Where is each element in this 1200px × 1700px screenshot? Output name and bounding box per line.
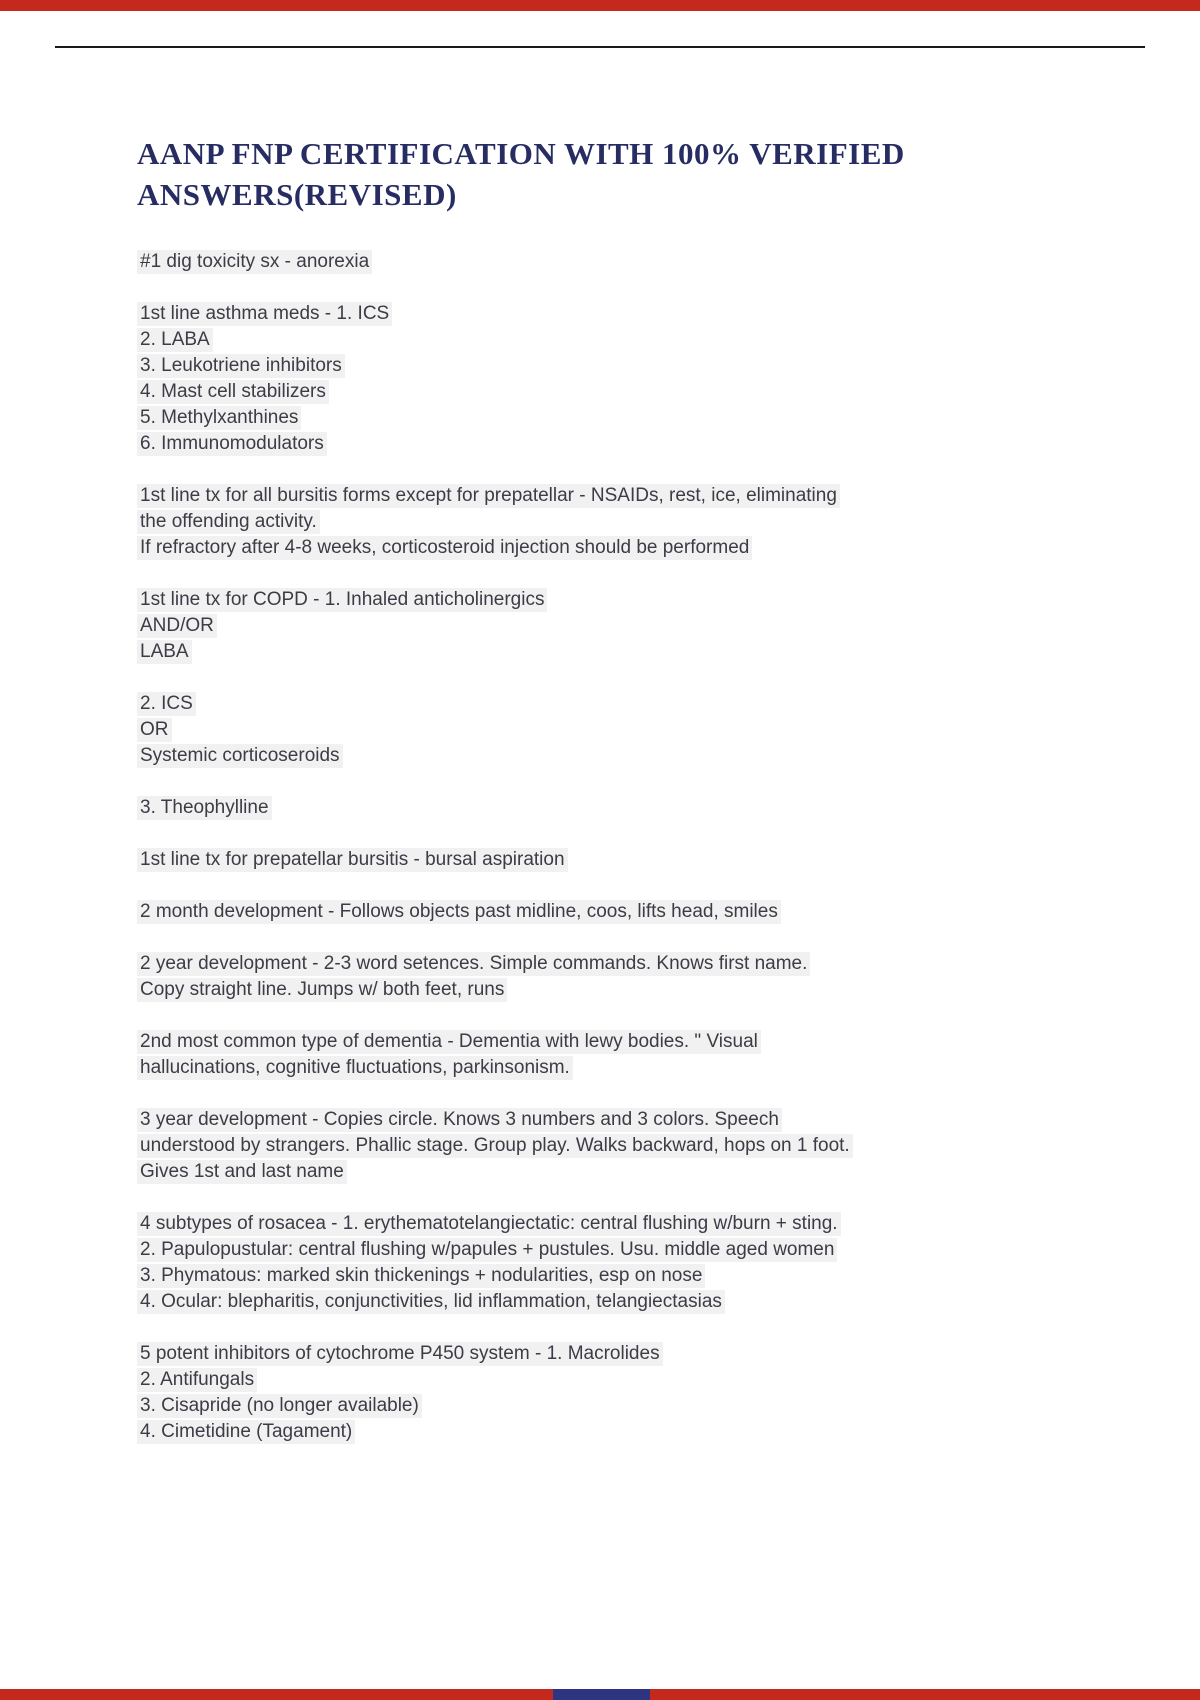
paragraph xyxy=(137,691,1062,769)
highlighted-text: 2. Antifungals xyxy=(137,1368,257,1392)
text-line xyxy=(137,327,1062,353)
highlighted-text: 1st line tx for COPD - 1. Inhaled anticholinergics xyxy=(137,588,547,612)
text-line xyxy=(137,353,1062,379)
highlighted-text: 5. Methylxanthines xyxy=(137,406,301,430)
highlighted-text: 3. Phymatous: marked skin thickenings + nodularities, esp on nose xyxy=(137,1264,705,1288)
text-line xyxy=(137,1107,1062,1133)
highlighted-text: 2. Papulopustular: central flushing w/papules + pustules. Usu. middle aged women xyxy=(137,1238,837,1262)
text-line xyxy=(137,535,1062,561)
text-line xyxy=(137,717,1062,743)
highlighted-text: 1st line asthma meds - 1. ICS xyxy=(137,302,392,326)
text-line xyxy=(137,639,1062,665)
text-line xyxy=(137,951,1062,977)
paragraph xyxy=(137,795,1062,821)
paragraph xyxy=(137,1211,1062,1315)
highlighted-text: 3. Leukotriene inhibitors xyxy=(137,354,345,378)
document-title: AANP FNP CERTIFICATION WITH 100% VERIFIED ANSWERS(REVISED) xyxy=(137,136,905,212)
highlighted-text: OR xyxy=(137,718,172,742)
text-line xyxy=(137,743,1062,769)
text-line xyxy=(137,1211,1062,1237)
text-line xyxy=(137,1237,1062,1263)
text-line xyxy=(137,1133,1062,1159)
highlighted-text: 2nd most common type of dementia - Dementia with lewy bodies. " Visual xyxy=(137,1030,761,1054)
text-line xyxy=(137,1341,1062,1367)
text-line xyxy=(137,977,1062,1003)
highlighted-text: 4 subtypes of rosacea - 1. erythematotelangiectatic: central flushing w/burn + sting. xyxy=(137,1212,841,1236)
highlighted-text: 4. Ocular: blepharitis, conjunctivities, lid inflammation, telangiectasias xyxy=(137,1290,725,1314)
paragraph xyxy=(137,483,1062,561)
text-line xyxy=(137,1289,1062,1315)
text-line xyxy=(137,691,1062,717)
highlighted-text: 4. Cimetidine (Tagament) xyxy=(137,1420,355,1444)
paragraph xyxy=(137,1107,1062,1185)
paragraph xyxy=(137,899,1062,925)
highlighted-text: #1 dig toxicity sx - anorexia xyxy=(137,250,372,274)
text-line xyxy=(137,1055,1062,1081)
text-line xyxy=(137,613,1062,639)
text-line xyxy=(137,379,1062,405)
text-line xyxy=(137,509,1062,535)
highlighted-text: 2. ICS xyxy=(137,692,196,716)
highlighted-text: Gives 1st and last name xyxy=(137,1160,347,1184)
text-line xyxy=(137,1159,1062,1185)
highlighted-text: hallucinations, cognitive fluctuations, parkinsonism. xyxy=(137,1056,573,1080)
highlighted-text: LABA xyxy=(137,640,192,664)
highlighted-text: If refractory after 4-8 weeks, corticosteroid injection should be performed xyxy=(137,536,752,560)
paragraph xyxy=(137,587,1062,665)
text-line xyxy=(137,847,1062,873)
paragraph xyxy=(137,951,1062,1003)
text-line xyxy=(137,899,1062,925)
text-line xyxy=(137,431,1062,457)
paragraph xyxy=(137,1029,1062,1081)
highlighted-text: 2. LABA xyxy=(137,328,213,352)
text-line xyxy=(137,249,1062,275)
text-line xyxy=(137,405,1062,431)
highlighted-text: 3 year development - Copies circle. Knows 3 numbers and 3 colors. Speech xyxy=(137,1108,782,1132)
paragraph xyxy=(137,249,1062,275)
highlighted-text: Copy straight line. Jumps w/ both feet, runs xyxy=(137,978,507,1002)
highlighted-text: 2 year development - 2-3 word setences. Simple commands. Knows first name. xyxy=(137,952,810,976)
highlighted-text: Systemic corticoseroids xyxy=(137,744,343,768)
highlighted-text: 4. Mast cell stabilizers xyxy=(137,380,329,404)
highlighted-text: 1st line tx for all bursitis forms except for prepatellar - NSAIDs, rest, ice, eliminating xyxy=(137,484,840,508)
paragraph xyxy=(137,847,1062,873)
highlighted-text: 5 potent inhibitors of cytochrome P450 system - 1. Macrolides xyxy=(137,1342,663,1366)
text-line xyxy=(137,1419,1062,1445)
highlighted-text: 1st line tx for prepatellar bursitis - bursal aspiration xyxy=(137,848,568,872)
text-line xyxy=(137,587,1062,613)
highlighted-text: understood by strangers. Phallic stage. Group play. Walks backward, hops on 1 foot. xyxy=(137,1134,853,1158)
text-line xyxy=(137,1029,1062,1055)
highlighted-text: the offending activity. xyxy=(137,510,320,534)
highlighted-text: 3. Cisapride (no longer available) xyxy=(137,1394,422,1418)
paragraph xyxy=(137,1341,1062,1445)
text-line xyxy=(137,301,1062,327)
highlighted-text: 2 month development - Follows objects past midline, coos, lifts head, smiles xyxy=(137,900,781,924)
text-line xyxy=(137,1263,1062,1289)
text-line xyxy=(137,1393,1062,1419)
text-line xyxy=(137,795,1062,821)
paragraph xyxy=(137,301,1062,457)
text-line xyxy=(137,483,1062,509)
highlighted-text: 3. Theophylline xyxy=(137,796,272,820)
highlighted-text: 6. Immunomodulators xyxy=(137,432,327,456)
text-line xyxy=(137,1367,1062,1393)
bottom-accent-segment xyxy=(553,1689,650,1700)
document-body xyxy=(137,249,1062,1445)
highlighted-text: AND/OR xyxy=(137,614,217,638)
